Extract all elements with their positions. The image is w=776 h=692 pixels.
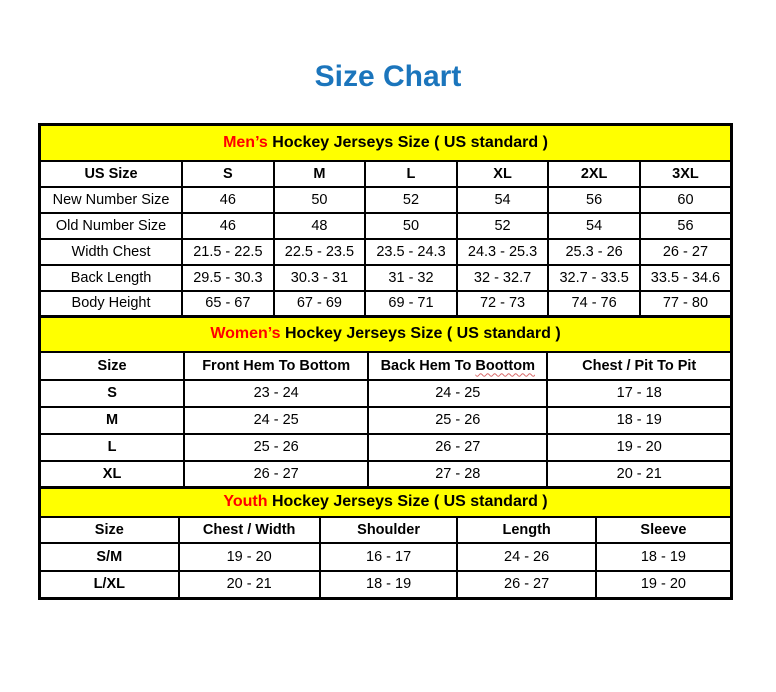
row-label: Width Chest xyxy=(40,239,183,265)
youth-heading-accent: Youth xyxy=(223,493,268,511)
cell-value: 24 - 26 xyxy=(457,543,595,571)
cell-value: 56 xyxy=(640,213,732,239)
youth-heading-rest: Hockey Jerseys Size ( US standard ) xyxy=(267,493,548,511)
cell-value: 33.5 - 34.6 xyxy=(640,265,732,291)
youth-column-header-row xyxy=(40,517,732,543)
youth-section-heading xyxy=(40,488,732,517)
cell-value: 24.3 - 25.3 xyxy=(457,239,549,265)
cell-value: 23 - 24 xyxy=(184,380,368,407)
cell-value: 22.5 - 23.5 xyxy=(274,239,366,265)
cell-value: 69 - 71 xyxy=(365,291,457,317)
row-label: Old Number Size xyxy=(40,213,183,239)
cell-value: 27 - 28 xyxy=(368,461,547,488)
column-header-misspelled-word: Boottom xyxy=(475,357,535,374)
cell-value: 18 - 19 xyxy=(547,407,731,434)
column-header: Front Hem To Bottom xyxy=(184,352,368,380)
cell-value: 29.5 - 30.3 xyxy=(182,265,274,291)
row-label: Body Height xyxy=(40,291,183,317)
womens-column-header-row xyxy=(40,352,732,380)
cell-value: 50 xyxy=(274,187,366,213)
womens-section-heading xyxy=(40,317,732,352)
row-label: XL xyxy=(40,461,185,488)
row-label: L xyxy=(40,434,185,461)
womens-heading-rest: Hockey Jerseys Size ( US standard ) xyxy=(280,325,561,343)
cell-value: 65 - 67 xyxy=(182,291,274,317)
row-label: S/M xyxy=(40,543,179,571)
mens-section-heading xyxy=(40,125,732,161)
mens-section-heading-row xyxy=(40,125,732,161)
column-header: US Size xyxy=(40,161,183,187)
column-header: Size xyxy=(40,352,185,380)
row-label: Back Length xyxy=(40,265,183,291)
cell-value: 24 - 25 xyxy=(368,380,547,407)
cell-value: 16 - 17 xyxy=(320,543,458,571)
cell-value: 31 - 32 xyxy=(365,265,457,291)
row-label: New Number Size xyxy=(40,187,183,213)
womens-size-table xyxy=(38,315,733,489)
mens-heading-accent: Men’s xyxy=(223,133,268,151)
column-header: Chest / Width xyxy=(179,517,320,543)
cell-value: 74 - 76 xyxy=(548,291,640,317)
mens-column-header-row xyxy=(40,161,732,187)
table-row xyxy=(40,543,732,571)
cell-value: 72 - 73 xyxy=(457,291,549,317)
size-chart-tables xyxy=(38,123,733,600)
table-row xyxy=(40,407,732,434)
column-header: 2XL xyxy=(548,161,640,187)
cell-value: 52 xyxy=(457,213,549,239)
row-label: S xyxy=(40,380,185,407)
column-header: Size xyxy=(40,517,179,543)
cell-value: 56 xyxy=(548,187,640,213)
cell-value: 19 - 20 xyxy=(547,434,731,461)
cell-value: 17 - 18 xyxy=(547,380,731,407)
column-header: 3XL xyxy=(640,161,732,187)
column-header: Sleeve xyxy=(596,517,732,543)
cell-value: 46 xyxy=(182,187,274,213)
cell-value: 26 - 27 xyxy=(640,239,732,265)
table-row xyxy=(40,461,732,488)
cell-value: 50 xyxy=(365,213,457,239)
cell-value: 20 - 21 xyxy=(179,571,320,599)
cell-value: 18 - 19 xyxy=(596,543,732,571)
column-header: XL xyxy=(457,161,549,187)
table-row xyxy=(40,291,732,317)
column-header: S xyxy=(182,161,274,187)
row-label: M xyxy=(40,407,185,434)
column-header: Shoulder xyxy=(320,517,458,543)
cell-value: 21.5 - 22.5 xyxy=(182,239,274,265)
column-header: Length xyxy=(457,517,595,543)
cell-value: 54 xyxy=(548,213,640,239)
column-header: L xyxy=(365,161,457,187)
column-header: M xyxy=(274,161,366,187)
cell-value: 46 xyxy=(182,213,274,239)
row-label: L/XL xyxy=(40,571,179,599)
cell-value: 26 - 27 xyxy=(184,461,368,488)
table-row xyxy=(40,571,732,599)
cell-value: 48 xyxy=(274,213,366,239)
table-row xyxy=(40,380,732,407)
page-title: Size Chart xyxy=(314,60,462,93)
cell-value: 67 - 69 xyxy=(274,291,366,317)
column-header-prefix: Back Hem To xyxy=(380,357,476,374)
cell-value: 25.3 - 26 xyxy=(548,239,640,265)
table-row xyxy=(40,187,732,213)
cell-value: 24 - 25 xyxy=(184,407,368,434)
mens-heading-rest: Hockey Jerseys Size ( US standard ) xyxy=(267,133,548,151)
youth-size-table xyxy=(38,486,733,600)
cell-value: 32 - 32.7 xyxy=(457,265,549,291)
column-header xyxy=(368,352,547,380)
cell-value: 19 - 20 xyxy=(179,543,320,571)
table-row xyxy=(40,213,732,239)
womens-heading-accent: Women’s xyxy=(210,325,281,343)
table-row xyxy=(40,265,732,291)
cell-value: 77 - 80 xyxy=(640,291,732,317)
cell-value: 18 - 19 xyxy=(320,571,458,599)
column-header: Chest / Pit To Pit xyxy=(547,352,731,380)
womens-section-heading-row xyxy=(40,317,732,352)
cell-value: 19 - 20 xyxy=(596,571,732,599)
youth-section-heading-row xyxy=(40,488,732,517)
table-row xyxy=(40,239,732,265)
cell-value: 23.5 - 24.3 xyxy=(365,239,457,265)
cell-value: 32.7 - 33.5 xyxy=(548,265,640,291)
cell-value: 20 - 21 xyxy=(547,461,731,488)
cell-value: 25 - 26 xyxy=(368,407,547,434)
cell-value: 25 - 26 xyxy=(184,434,368,461)
cell-value: 60 xyxy=(640,187,732,213)
cell-value: 54 xyxy=(457,187,549,213)
cell-value: 26 - 27 xyxy=(368,434,547,461)
cell-value: 30.3 - 31 xyxy=(274,265,366,291)
cell-value: 26 - 27 xyxy=(457,571,595,599)
table-row xyxy=(40,434,732,461)
cell-value: 52 xyxy=(365,187,457,213)
mens-size-table xyxy=(38,123,733,318)
